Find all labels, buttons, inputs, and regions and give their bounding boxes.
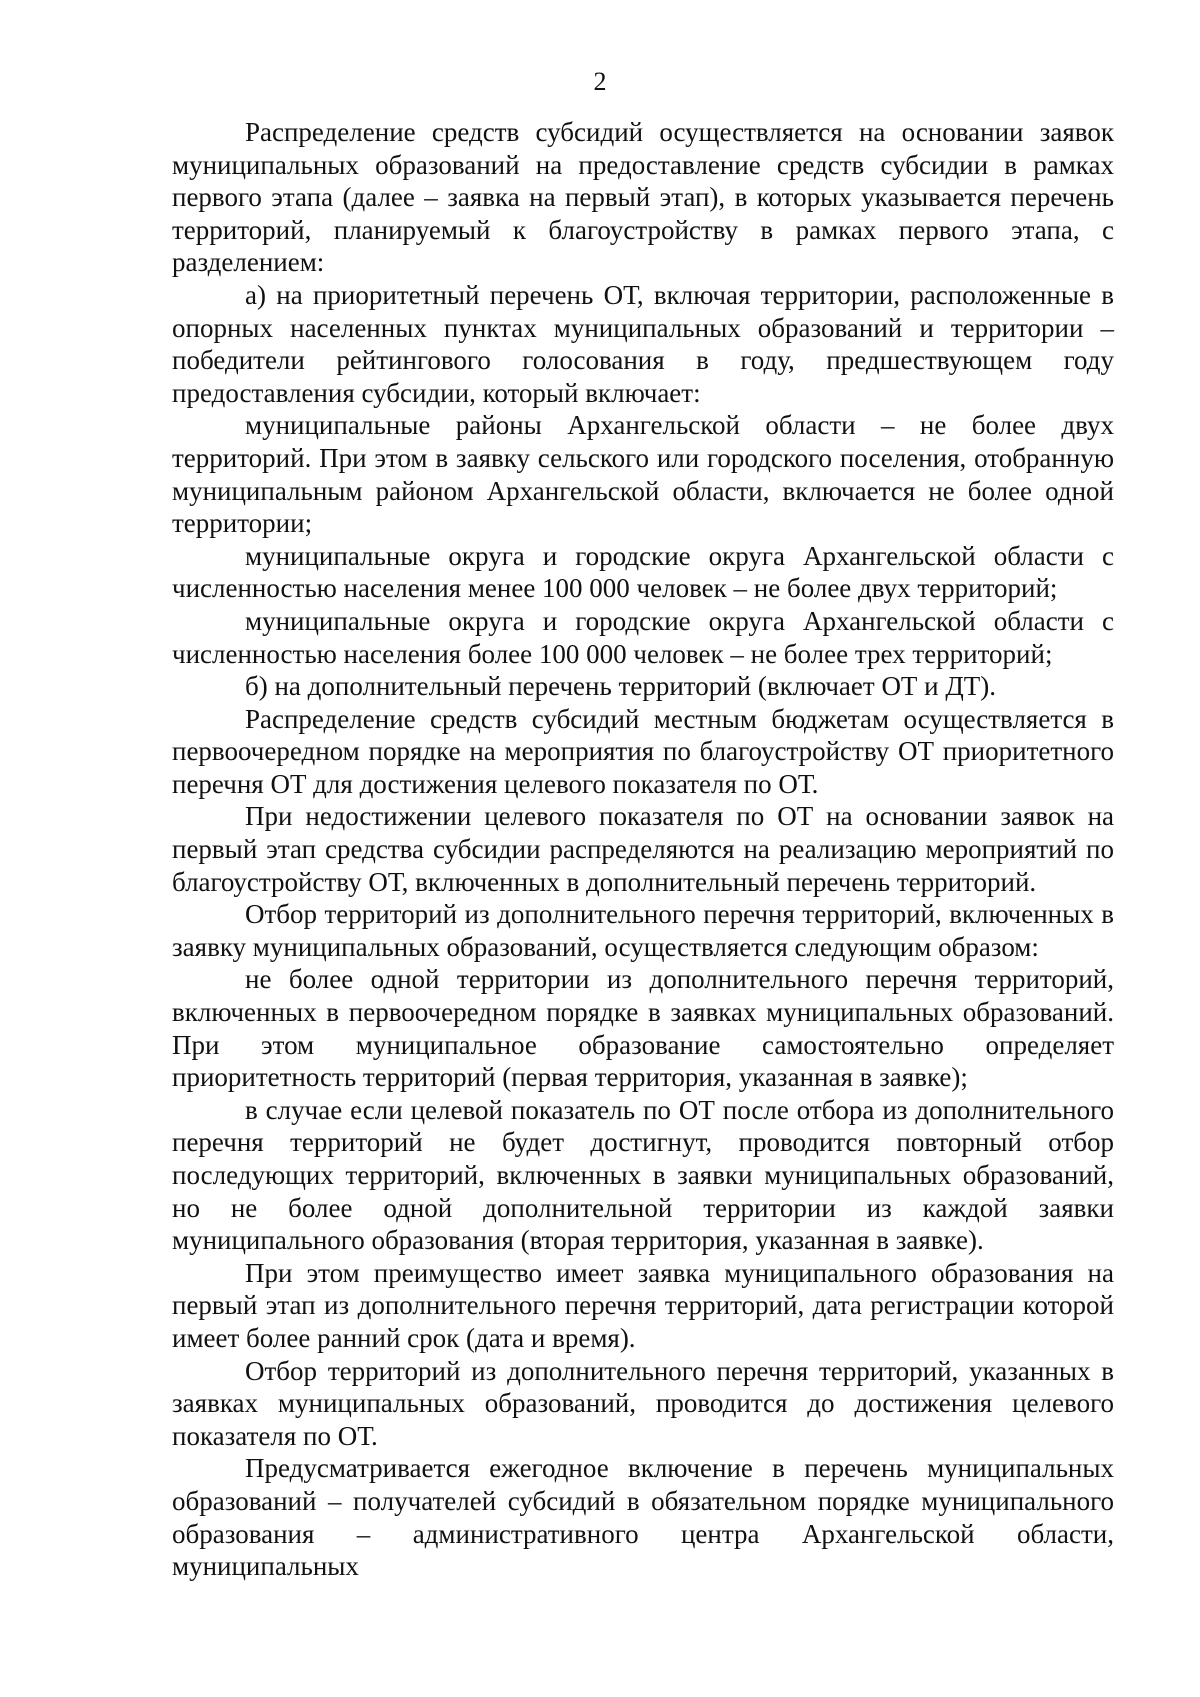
paragraph-priority-list: а) на приоритетный перечень ОТ, включая территории, расположенные в опорных населенных пунктах муниципальных образований и территории – победители рейтингового голосования в году, предшествующем году предоставления субсидии, который включает:: [172, 279, 1114, 408]
paragraph-okrugs-over-100000: муниципальные округа и городские округа Архангельской области с численностью населения более 100 000 человек – не более трех территорий;: [172, 605, 1114, 669]
paragraph-subsidy-distribution: Распределение средств субсидий осуществляется на основании заявок муниципальных образований на предоставление средств субсидии в рамках первого этапа (далее – заявка на первый этап), в которых указывается перечень территорий, планируемый к благоустройству в рамках первого этапа, с разделением:: [172, 117, 1114, 278]
paragraph-municipal-districts: муниципальные районы Архангельской области – не более двух территорий. При этом в заявку сельского или городского поселения, отобранную муниципальным районом Архангельской области, включается не более одной территории;: [172, 410, 1114, 539]
paragraph-selection-method: Отбор территорий из дополнительного перечня территорий, включенных в заявку муниципальных образований, осуществляется следующим образом:: [172, 899, 1114, 962]
paragraph-okrugs-under-100000: муниципальные округа и городские округа Архангельской области с численностью населения менее 100 000 человек – не более двух территорий;: [172, 540, 1114, 604]
paragraph-annual-inclusion: Предусматривается ежегодное включение в перечень муниципальных образований – получателей субсидий в обязательном порядке муниципального образования – административного центра Архангельской области, муниципальных: [172, 1453, 1114, 1582]
paragraph-selection-until-target: Отбор территорий из дополнительного перечня территорий, указанных в заявках муниципальных образований, проводится до достижения целевого показателя по ОТ.: [172, 1355, 1114, 1451]
page-number: 2: [593, 67, 607, 96]
paragraph-additional-list: б) на дополнительный перечень территорий (включает ОТ и ДТ).: [245, 671, 997, 702]
document-body: [172, 116, 1114, 1583]
paragraph-repeat-selection: в случае если целевой показатель по ОТ после отбора из дополнительного перечня территорий не будет достигнут, проводится повторный отбор последующих территорий, включенных в заявки муниципальных образований, но не более одной дополнительной территории из каждой заявки муниципального образования (вторая территория, указанная в заявке).: [172, 1094, 1114, 1256]
paragraph-target-not-reached: При недостижении целевого показателя по ОТ на основании заявок на первый этап средства субсидии распределяются на реализацию мероприятий по благоустройству ОТ, включенных в дополнительный перечень территорий.: [172, 801, 1114, 897]
paragraph-first-priority-allocation: Распределение средств субсидий местным бюджетам осуществляется в первоочередном порядке на мероприятия по благоустройству ОТ приоритетного перечня ОТ для достижения целевого показателя по ОТ.: [172, 703, 1114, 799]
paragraph-registration-priority: При этом преимущество имеет заявка муниципального образования на первый этап из дополнительного перечня территорий, дата регистрации которой имеет более ранний срок (дата и время).: [172, 1257, 1114, 1353]
paragraph-first-territory: не более одной территории из дополнительного перечня территорий, включенных в первоочередном порядке в заявках муниципальных образований. При этом муниципальное образование самостоятельно определяет приоритетность территорий (первая территория, указанная в заявке);: [172, 964, 1114, 1093]
